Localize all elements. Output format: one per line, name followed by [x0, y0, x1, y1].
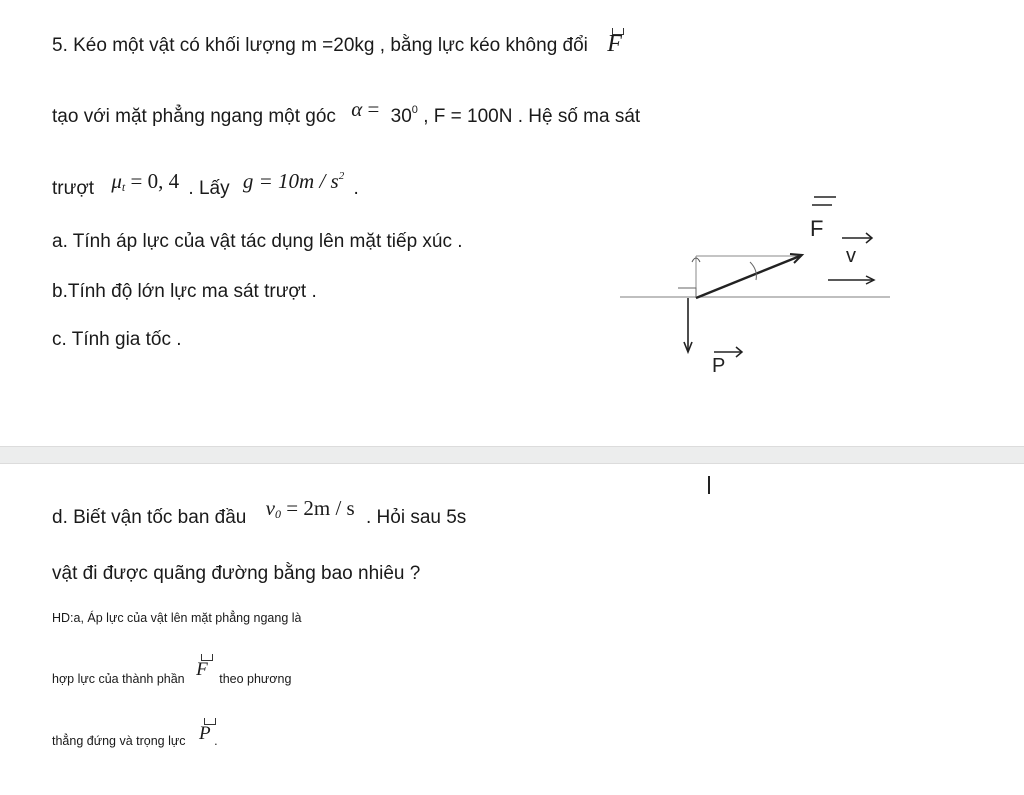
label-F: F: [810, 216, 824, 241]
problem-text-1: 5. Kéo một vật có khối lượng m =20kg , bằng lực kéo không đổi: [52, 35, 588, 56]
problem-text-2: tạo với mặt phẳng ngang một góc: [52, 106, 336, 127]
problem-text-3: trượt: [52, 178, 95, 199]
problem-line-2: [52, 98, 640, 129]
problem-line-1: [52, 32, 622, 58]
force-arrow: [696, 256, 800, 298]
hint-vector-P: P: [198, 723, 211, 744]
degree-mark: 0: [411, 104, 418, 116]
cursor-mark: [708, 476, 710, 494]
question-d-line-2: vật đi được quãng đường bằng bao nhiêu ?: [52, 563, 421, 584]
v0-subscript: 0: [274, 507, 281, 521]
question-d: [52, 496, 467, 534]
force-diagram: [600, 180, 900, 380]
page-separator: [0, 446, 1024, 464]
v0-letter: v: [265, 496, 275, 520]
vector-F-symbol: F: [607, 31, 622, 57]
mu-subscript: t: [121, 180, 126, 194]
mu-letter: μ: [111, 169, 122, 193]
hint-line-2-text: hợp lực của thành phần: [52, 672, 185, 686]
alpha-symbol: α: [351, 97, 363, 121]
g-expression-text: g = 10m / s: [242, 169, 339, 193]
right-angle-mark: [678, 288, 696, 297]
equals-sign: =: [367, 97, 380, 121]
label-P: P: [712, 355, 726, 377]
period-mark: .: [353, 178, 359, 199]
v0-value: = 2m / s: [286, 496, 355, 520]
g-expression: [243, 169, 344, 193]
hint-line-3: [52, 723, 218, 752]
v0-symbol: [266, 496, 281, 520]
question-c: c. Tính gia tốc .: [52, 329, 182, 350]
mu-value: = 0, 4: [130, 169, 180, 193]
hint-line-2: [52, 659, 292, 690]
question-b: b.Tính độ lớn lực ma sát trượt .: [52, 281, 317, 302]
question-d-post: . Hỏi sau 5s: [365, 507, 467, 528]
label-v: v: [846, 245, 856, 267]
mu-symbol: [111, 169, 125, 193]
question-d-text: d. Biết vận tốc ban đầu: [52, 507, 247, 528]
problem-text-3-mid: . Lấy: [188, 178, 230, 199]
problem-text-2-post: , F = 100N . Hệ số ma sát: [423, 106, 641, 127]
question-a: a. Tính áp lực của vật tác dụng lên mặt tiếp xúc .: [52, 231, 463, 252]
problem-line-3: [52, 170, 359, 205]
angle-value: 30: [390, 106, 412, 127]
g-exponent: 2: [338, 170, 345, 182]
hint-line-3-post: .: [214, 734, 218, 748]
hint-line-1: HD:a, Áp lực của vật lên mặt phẳng ngang là: [52, 611, 302, 625]
hint-line-3-text: thẳng đứng và trọng lực: [52, 734, 186, 748]
hint-vector-F: F: [196, 659, 208, 680]
angle-arc: [750, 262, 756, 280]
hint-line-2-post: theo phương: [219, 672, 292, 686]
